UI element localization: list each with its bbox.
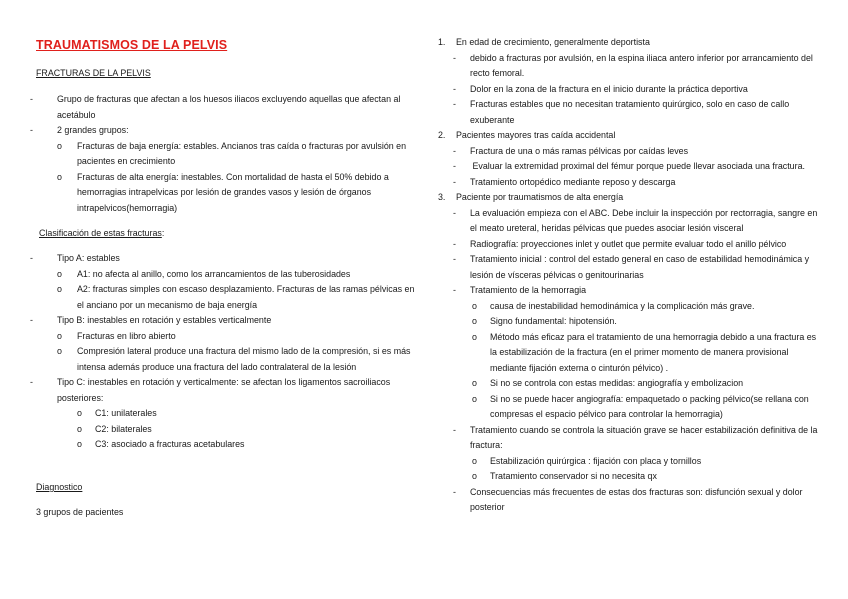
list-item: - Tratamiento cuando se controla la situación grave se hacer estabilización definitiva de la fractura: [453,424,818,450]
list-item: o C2: bilaterales [77,423,152,434]
list-item: - Grupo de fracturas que afectan a los huesos iliacos excluyendo aquellas que afectan al acetábulo [30,94,401,120]
list-item: - 2 grandes grupos: [30,125,129,135]
list-item: o C3: asociado a fracturas acetabulares [77,439,245,449]
list-item: o A1: no afecta al anillo, como los arrancamientos de las tuberosidades [57,268,351,279]
list-item: o Tratamiento conservador si no necesita qx [472,471,657,481]
list-item: - Tipo A: estables [30,253,120,263]
list-item: o Fracturas de baja energía: estables. Ancianos tras caída o fracturas por avulsión en pacientes en crecimiento [57,140,407,166]
list-item: o Estabilización quirúrgica : fijación con placa y tornillos [472,455,702,466]
list-item: o Compresión lateral produce una fractura del mismo lado de la compresión, si es más intensa además produce una fractura del lado contralateral de la lesión [57,346,411,372]
numbered-item: 2. Pacientes mayores tras caída accidental [438,130,616,140]
classification-list [30,251,415,453]
numbered-item: 1. En edad de crecimiento, generalmente deportista [438,37,650,47]
diagnostico-heading: Diagnostico [36,482,83,492]
diagnostico-text: 3 grupos de pacientes [36,507,124,517]
list-item: - Tipo B: inestables en rotación y estables verticalmente [30,315,272,325]
list-item: - Consecuencias más frecuentes de estas dos fracturas son: disfunción sexual y dolor posterior [453,486,803,512]
list-item: - Fractura de una o más ramas pélvicas por caídas leves [453,145,689,156]
list-item: - La evaluación empieza con el ABC. Debe incluir la inspección por rectorragia, sangre en el meato ureteral, heridas pélvicas que puedes asociar lesión visceral [453,207,818,233]
list-item: - Evaluar la extremidad proximal del fémur porque puede llevar asociada una fractura. [453,161,805,171]
list-item: o Método más eficaz para el tratamiento de una hemorragia debido a una fractura es la estabilización de la fractura (en el primer momento de manera provisional mediante fijación externa o cinturón pélvico) . [472,331,817,373]
list-item: - Dolor en la zona de la fractura en el inicio durante la práctica deportiva [453,83,748,94]
list-item: o C1: unilaterales [77,408,157,418]
list-item: o Signo fundamental: hipotensión. [472,316,617,326]
classification-heading: Clasificación de estas fracturas: [39,228,165,238]
list-item: o causa de inestabilidad hemodinámica y la complicación más grave. [472,300,755,311]
document-title: TRAUMATISMOS DE LA PELVIS [36,38,228,52]
list-item: o Fracturas de alta energía: inestables. Con mortalidad de hasta el 50% debido a hemorragias intrapelvicas por lesión de grandes vasos y lesión de órganos intrapelvicos(hemorragia) [57,171,389,213]
patient-groups-list [428,35,823,516]
list-item: - Tratamiento ortopédico mediante reposo y descarga [453,176,676,187]
list-item: o Si no se puede hacer angiografía: empaquetado o packing pélvico(se rellana con compresas el espacio pélvico para controlar la hemorragia) [472,393,809,419]
list-item: - Tratamiento de la hemorragia [453,285,587,295]
section-heading-fracturas: FRACTURAS DE LA PELVIS [36,68,151,78]
list-item: - Radiografía: proyecciones inlet y outlet que permite evaluar todo el anillo pélvico [453,238,787,249]
intro-list [30,92,415,216]
list-item: - debido a fracturas por avulsión, en la espina iliaca antero inferior por arrancamiento del recto femoral. [453,52,813,78]
list-item: - Tratamiento inicial : control del estado general en caso de estabilidad hemodinámica y lesión de vísceras pélvicas o genitourinarias [453,254,810,280]
list-item: o A2: fracturas simples con escaso desplazamiento. Fracturas de las ramas pélvicas en el anciano por un mecanismo de baja energía [57,284,415,310]
numbered-item: 3. Paciente por traumatismos de alta energía [438,192,624,202]
list-item: o Fracturas en libro abierto [57,330,176,341]
list-item: - Fracturas estables que no necesitan tratamiento quirúrgico, solo en caso de callo exuberante [453,99,790,125]
list-item: - Tipo C: inestables en rotación y verticalmente: se afectan los ligamentos sacroiliacos posteriores: [30,377,391,403]
list-item: o Si no se controla con estas medidas: angiografía y embolizacion [472,378,744,388]
